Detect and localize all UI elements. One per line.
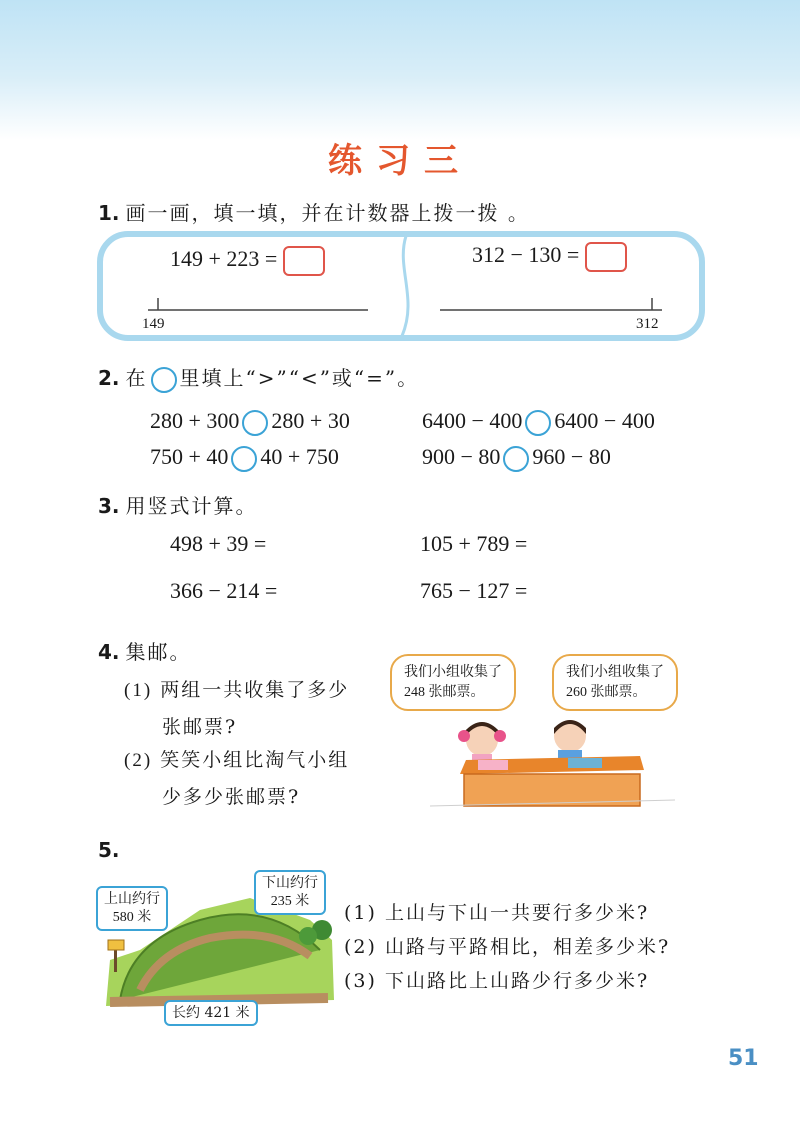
compare-left: 750 + 40 xyxy=(150,444,229,469)
uphill-label-line2: 580 米 xyxy=(112,910,152,925)
question-3-text: 用竖式计算。 xyxy=(125,494,258,518)
q1-left-expression xyxy=(170,246,325,276)
question-3-number: 3. xyxy=(98,494,120,518)
q5-sub3: (3) 下山路比上山路少行多少米? xyxy=(344,970,650,992)
question-2 xyxy=(98,362,419,393)
answer-box[interactable] xyxy=(585,242,627,272)
compare-item-4 xyxy=(422,444,611,472)
answer-box[interactable] xyxy=(283,246,325,276)
downhill-label-line2: 235 米 xyxy=(270,894,310,909)
sub2-number: (2) xyxy=(124,750,153,771)
question-4-number: 4. xyxy=(98,640,120,664)
uphill-label xyxy=(96,886,168,931)
compare-left: 900 − 80 xyxy=(422,444,501,469)
compare-left: 6400 − 400 xyxy=(422,408,523,433)
tick-label-312: 312 xyxy=(636,316,659,332)
compare-circle[interactable] xyxy=(525,410,551,436)
flat-road-label-text: 长约 421 米 xyxy=(172,1005,250,1021)
calc-item-2: 105 + 789 = xyxy=(420,531,528,556)
circle-icon xyxy=(151,367,177,393)
compare-circle[interactable] xyxy=(242,410,268,436)
sub1-line1: 两组一共收集了多少 xyxy=(160,679,350,701)
question-5-number: 5. xyxy=(98,838,120,862)
compare-right: 960 − 80 xyxy=(532,444,611,469)
compare-item-2 xyxy=(422,408,655,436)
question-1-text: 画一画，填一填，并在计数器上拨一拨 。 xyxy=(125,201,530,225)
q5-sub1: (1) 上山与下山一共要行多少米? xyxy=(344,902,650,924)
compare-right: 6400 − 400 xyxy=(554,408,655,433)
sub2-line2: 少多少张邮票? xyxy=(162,786,301,808)
compare-item-3 xyxy=(150,444,339,472)
question-5 xyxy=(98,838,126,862)
q1-right-expression xyxy=(472,242,627,272)
question-2-number: 2. xyxy=(98,366,120,390)
calc-item-1: 498 + 39 = xyxy=(170,531,267,556)
sub1-number: (1) xyxy=(124,680,153,701)
q1-right-expr-text: 312 − 130 = xyxy=(472,242,580,268)
q5-sub2: (2) 山路与平路相比，相差多少米? xyxy=(344,936,671,958)
question-4-text: 集邮。 xyxy=(125,640,192,664)
question-2-text-a: 在 xyxy=(125,366,148,390)
sub2-line1: 笑笑小组比淘气小组 xyxy=(160,749,350,771)
page-title: 练习三 xyxy=(328,141,472,181)
compare-circle[interactable] xyxy=(503,446,529,472)
children-at-desk-illustration xyxy=(430,712,680,812)
uphill-label-line1: 上山约行 xyxy=(104,891,160,907)
question-4 xyxy=(98,636,192,665)
question-4-sub1 xyxy=(124,672,349,745)
calc-item-3: 366 − 214 = xyxy=(170,578,278,603)
question-4-sub2 xyxy=(124,742,349,815)
sub1-line2: 张邮票? xyxy=(162,716,238,738)
speech-bubble-right xyxy=(552,654,678,711)
signpost xyxy=(108,940,124,950)
downhill-label-line1: 下山约行 xyxy=(262,875,318,891)
question-1 xyxy=(98,197,530,226)
flat-road-label xyxy=(164,1000,258,1026)
compare-right: 40 + 750 xyxy=(260,444,339,469)
bubble-left-line2: 248 张邮票。 xyxy=(404,685,485,700)
question-1-number: 1. xyxy=(98,201,120,225)
question-2-text-b: 里填上“>”“<”或“=”。 xyxy=(179,366,420,390)
speech-bubble-left xyxy=(390,654,516,711)
header-band xyxy=(0,0,800,140)
compare-left: 280 + 300 xyxy=(150,408,240,433)
bubble-right-line2: 260 张邮票。 xyxy=(566,685,647,700)
page-number: 51 xyxy=(728,1046,759,1071)
compare-right: 280 + 30 xyxy=(271,408,350,433)
compare-circle[interactable] xyxy=(231,446,257,472)
downhill-label xyxy=(254,870,326,915)
bubble-left-line1: 我们小组收集了 xyxy=(404,664,502,680)
bubble-right-line1: 我们小组收集了 xyxy=(566,664,664,680)
compare-item-1 xyxy=(150,408,350,436)
tick-label-149: 149 xyxy=(142,316,165,332)
calc-item-4: 765 − 127 = xyxy=(420,578,528,603)
question-3 xyxy=(98,490,258,519)
q1-left-expr-text: 149 + 223 = xyxy=(170,246,278,272)
